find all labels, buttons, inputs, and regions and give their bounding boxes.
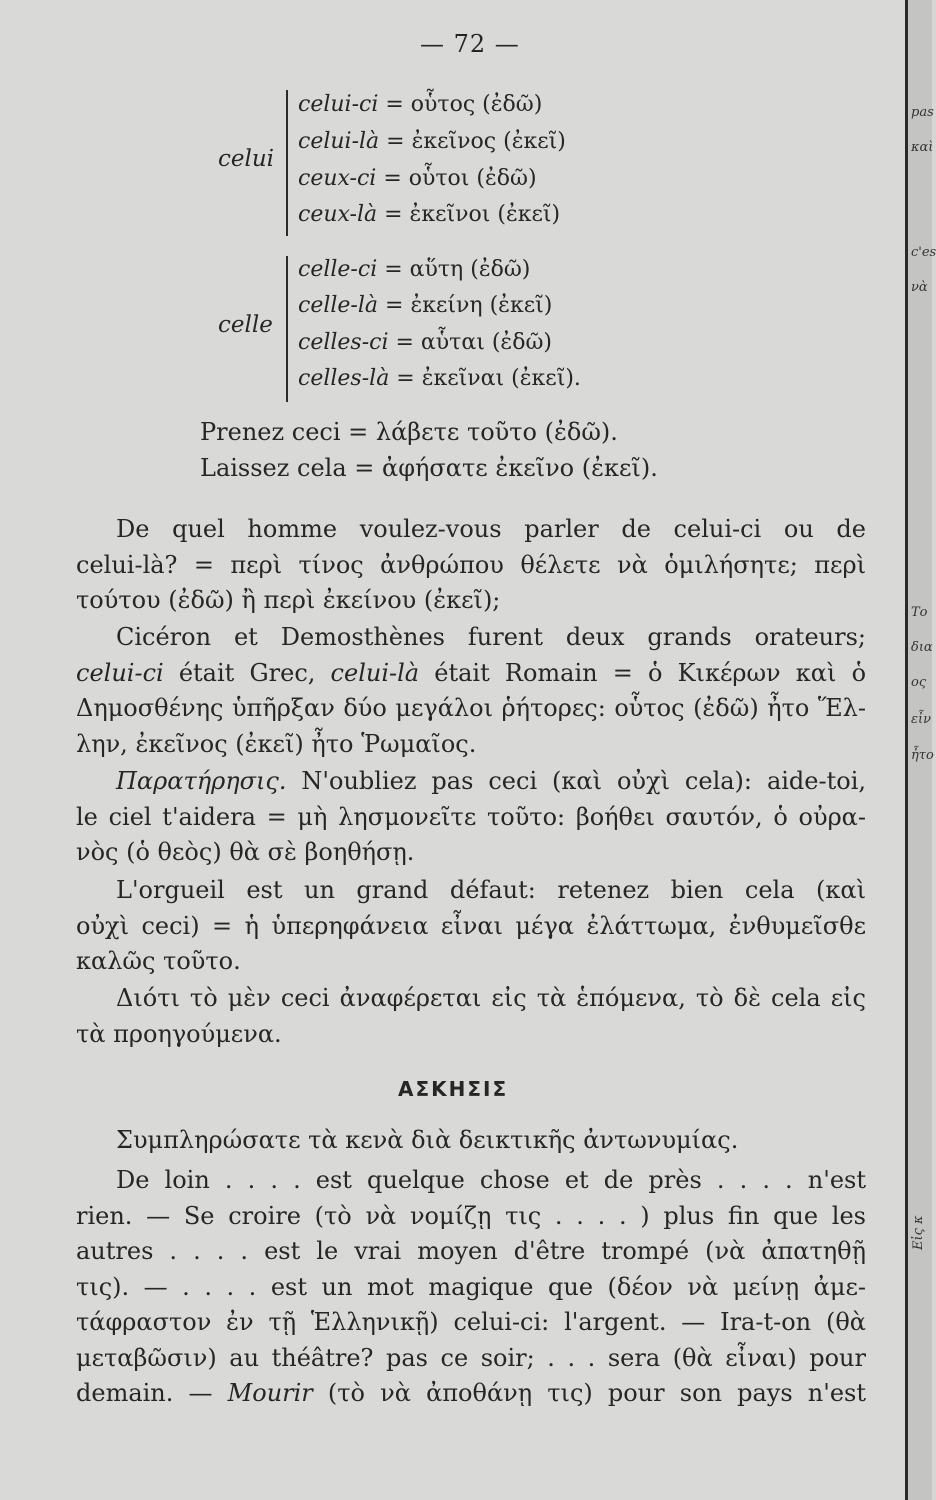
text-line: L'orgueil est un grand défaut: retenez bien cela (καὶ [116, 876, 866, 904]
section-heading: ΑΣΚΗΣΙΣ [398, 1077, 509, 1101]
paragraph [76, 873, 866, 980]
text-line: καλῶς τοῦτο. [76, 947, 241, 975]
pronoun-line: celle-ci = αὕτη (ἐδῶ) [298, 257, 531, 282]
text-line: celui-ci était Grec, celui-là était Romain = ὁ Κικέρων καὶ ὁ [76, 658, 867, 687]
margin-fragment: καὶ [911, 140, 934, 155]
text-line: demain. — Mourir (τὸ νὰ ἀποθάνῃ τις) pour son pays n'est [76, 1379, 867, 1407]
text-line: Παρατήρησις. N'oubliez pas ceci (καὶ οὐχὶ cela): aide-toi, [116, 767, 866, 795]
text-line: τούτου (ἐδῶ) ἢ περὶ ἐκείνου (ἐκεῖ); [76, 586, 501, 614]
margin-fragment: νὰ [911, 280, 928, 295]
margin-fragment: δια [911, 640, 933, 655]
text-line: τὰ προηγούμενα. [76, 1019, 282, 1048]
example-line: Laissez cela = ἀφήσατε ἐκεῖνο (ἐκεῖ). [200, 454, 658, 482]
brace-celle [286, 256, 288, 402]
text-line: rien. — Se croire (τὸ νὰ νομίζῃ τις . . . . ) plus fin que les [76, 1201, 866, 1230]
margin-fragment: c'es [911, 245, 936, 260]
brace-celui [286, 90, 288, 236]
text-line: τις). — . . . . est un mot magique que (δέον νὰ μείνῃ ἀμε- [76, 1272, 866, 1301]
margin-fragment: εἶν [911, 712, 931, 727]
margin-fragment: Το [911, 605, 928, 620]
example-line: Prenez ceci = λάβετε τοῦτο (ἐδῶ). [200, 418, 618, 446]
text-line: τάφραστον ἐν τῇ Ἑλληνικῇ) celui-ci: l'argent. — Ira-t-on (θὰ [76, 1308, 866, 1336]
text-line: νὸς (ὁ θεὸς) θὰ σὲ βοηθήσῃ. [76, 838, 415, 866]
group-label-celui: celui [218, 146, 275, 172]
text-line: Δημοσθένης ὑπῆρξαν δύο μεγάλοι ῥήτορες: οὗτος (ἐδῶ) ἦτο Ἕλ- [76, 694, 866, 722]
text-line: Συμπληρώσατε τὰ κενὰ διὰ δεικτικῆς ἀντωνυμίας. [116, 1126, 739, 1154]
paragraph [76, 764, 866, 871]
paragraph [76, 512, 866, 619]
pronoun-line: celles-là = ἐκεῖναι (ἐκεῖ). [298, 366, 581, 391]
page-number: — 72 — [420, 30, 520, 58]
paragraph [76, 620, 866, 762]
text-line: Cicéron et Demosthènes furent deux grands orateurs; [116, 623, 866, 651]
text-line: μεταβῶσιν) au théâtre? pas ce soir; . . . sera (θὰ εἶναι) pour [76, 1343, 866, 1372]
margin-fragment: pas [911, 105, 934, 120]
text-line: autres . . . . est le vrai moyen d'être trompé (νὰ ἀπατηθῇ [76, 1237, 866, 1265]
paragraph [76, 981, 866, 1052]
margin-fragment: Εἰς κ [911, 1215, 926, 1250]
text-line: le ciel t'aidera = μὴ λησμονεῖτε τοῦτο: βοήθει σαυτόν, ὁ οὐρα- [76, 802, 866, 831]
pronoun-line: celle-là = ἐκείνη (ἐκεῖ) [298, 293, 553, 318]
next-page-edge [905, 0, 936, 1500]
text-line: celui-là? = περὶ τίνος ἀνθρώπου θέλετε νὰ ὁμιλήσητε; περὶ [76, 550, 866, 579]
pronoun-line: celui-ci = οὗτος (ἐδῶ) [298, 92, 543, 117]
margin-fragment: ος [911, 675, 927, 690]
group-label-celle: celle [218, 312, 273, 338]
pronoun-line: celui-là = ἐκεῖνος (ἐκεῖ) [298, 129, 566, 154]
text-line: De quel homme voulez-vous parler de celui-ci ou de [116, 515, 866, 543]
pronoun-line: ceux-là = ἐκεῖνοι (ἐκεῖ) [298, 202, 561, 227]
pronoun-line: celles-ci = αὗται (ἐδῶ) [298, 330, 552, 355]
instruction [76, 1123, 866, 1159]
text-line: De loin . . . . est quelque chose et de près . . . . n'est [116, 1166, 866, 1194]
margin-fragment: ἦτο [911, 748, 934, 763]
exercise-paragraph [76, 1163, 866, 1412]
text-line: Διότι τὸ μὲν ceci ἀναφέρεται εἰς τὰ ἑπόμενα, τὸ δὲ cela εἰς [116, 984, 866, 1012]
pronoun-line: ceux-ci = οὗτοι (ἐδῶ) [298, 166, 537, 191]
text-line: οὐχὶ ceci) = ἡ ὑπερηφάνεια εἶναι μέγα ἐλάττωμα, ἐνθυμεῖσθε [76, 911, 866, 940]
text-line: λην, ἐκεῖνος (ἐκεῖ) ἦτο Ῥωμαῖος. [76, 729, 477, 758]
